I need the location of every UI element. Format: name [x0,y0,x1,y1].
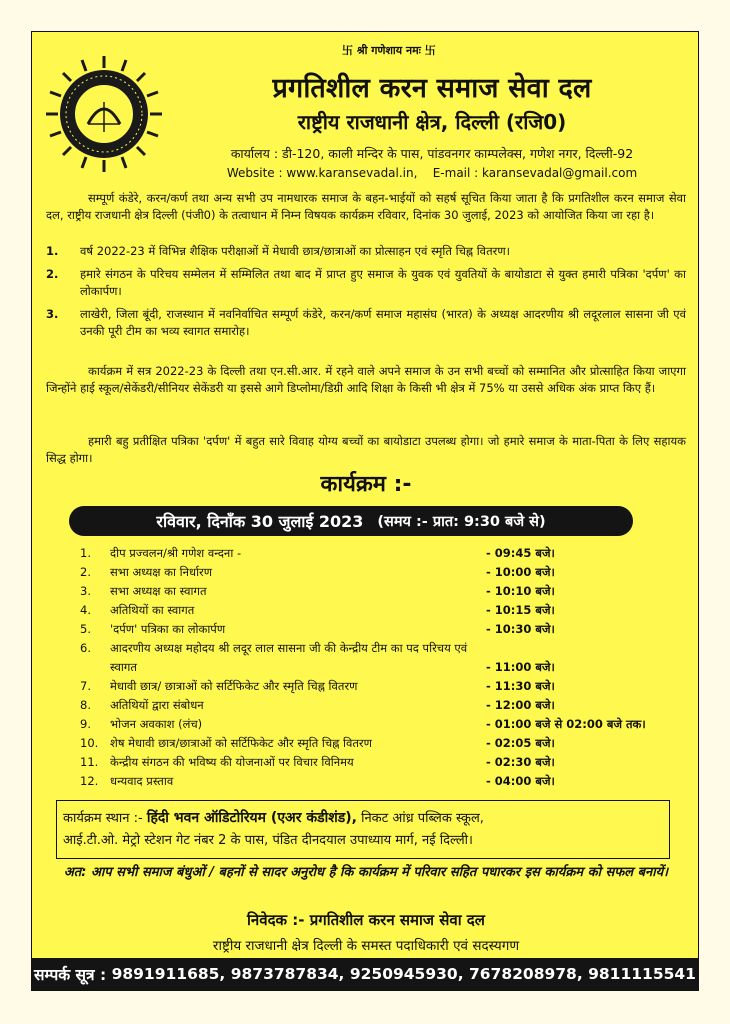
table-row [80,753,680,772]
row-time: - 10:10 बजे। [486,584,555,598]
venue-line1: निकट आंध्र पब्लिक स्कूल, [361,811,484,826]
eligibility-paragraph: कार्यक्रम में सत्र 2022-23 के दिल्ली तथा एन.सी.आर. में रहने वाले अपने समाज के उन सभी बच्चों को सम्मानित और प्रोत्साहित किया जाएगा जिन्होंने हाई स्कूल/सेकेंडरी/सीनियर सेकेंडरी या इससे आगे डिप्लोमा/डिग्री आदि शिक्षा के किसी भी क्षेत्र में 75% या उससे अधिक अंक प्राप्त किए हैं। [46,364,686,395]
row-activity: सभा अध्यक्ष का स्वागत [110,584,207,598]
agenda-text: हमारे संगठन के परिचय सम्मेलन में सम्मिलित तथा बाद में प्राप्त हुए समाज के युवक एवं युवतियों के बायोडाटा से युक्त हमारी पत्रिका 'दर्पण' का लोकार्पण। [80,267,686,298]
row-activity: शेष मेधावी छात्र/छात्राओं को सर्टिफिकेट और स्मृति चिह्न वितरण [110,736,372,750]
row-activity: धन्यवाद प्रस्ताव [110,774,174,788]
date-banner [69,506,633,536]
email-link[interactable]: E-mail : karansevadal@gmail.com [432,166,638,180]
program-heading: कार्यक्रम :- [320,472,412,497]
row-number: 6. [80,641,91,655]
table-row [80,639,680,677]
nivedak-label: निवेदक :- [247,911,305,929]
row-time: - 01:00 बजे से 02:00 बजे तक। [486,717,646,731]
contact-label: सम्पर्क सूत्र : [34,966,107,984]
event-time: (समय :- प्रात: 9:30 बजे से) [377,514,546,530]
table-row [80,563,680,582]
agenda-number: 3. [46,307,59,321]
agenda-text: वर्ष 2022-23 में विभिन्न शैक्षिक परीक्षाओं में मेधावी छात्र/छात्राओं का प्रोत्साहन एवं स्मृति चिह्न वितरण। [80,244,510,258]
nivedak-members: राष्ट्रीय राजधानी क्षेत्र दिल्ली के समस्त पदाधिकारी एवं सदस्यगण [212,938,520,954]
row-activity: 'दर्पण' पत्रिका का लोकार्पण [110,622,226,636]
table-row [80,601,680,620]
nivedak-line [32,910,700,930]
nivedak-org: प्रगतिशील करन समाज सेवा दल [309,911,485,929]
row-time: - 09:45 बजे। [486,546,555,560]
org-subtitle: राष्ट्रीय राजधानी क्षेत्र, दिल्ली (रजि0) [297,110,567,134]
event-date: रविवार, दिनाँक 30 जुलाई 2023 [156,512,364,531]
table-row [80,544,680,563]
table-row [80,715,680,734]
venue-name: हिंदी भवन ऑडिटोरियम (एअर कंडीशंड), [146,810,357,826]
row-number: 9. [80,717,91,731]
agenda-text: लाखेरी, जिला बूंदी, राजस्थान में नवनिर्वाचित सम्पूर्ण कंडेरे, करन/कर्ण समाज महासंघ (भारत) के अध्यक्ष आदरणीय श्री लदूरलाल सासना जी एवं उनकी पूरी टीम का भव्य स्वागत समारोह। [80,307,686,338]
list-item [46,266,686,300]
table-row [80,620,680,639]
row-number: 2. [80,565,91,579]
row-number: 11. [80,755,99,769]
organization-logo-icon [44,54,164,174]
invocation-text: 卐 श्री गणेशाय नमः 卐 [342,44,436,57]
row-activity: अतिथियों द्वारा संबोधन [110,698,204,712]
row-time: - 11:30 बजे। [486,679,555,693]
row-activity: अतिथियों का स्वागत [110,603,195,617]
org-title: प्रगतिशील करन समाज सेवा दल [272,73,592,104]
schedule-table [80,544,680,791]
row-activity: मेधावी छात्र/ छात्राओं को सर्टिफिकेट और स्मृति चिह्न वितरण [110,679,358,693]
row-activity: आदरणीय अध्यक्ष महोदय श्री लदूर लाल सासना जी की केन्द्रीय टीम का पद परिचय एवं स्वागत [110,641,468,674]
venue-line2: आई.टी.ओ. मेट्रो स्टेशन गेट नंबर 2 के पास, पंडित दीनदयाल उपाध्याय मार्ग, नई दिल्ली। [63,833,473,848]
magazine-paragraph: हमारी बहु प्रतीक्षित पत्रिका 'दर्पण' में बहुत सारे विवाह योग्य बच्चों का बायोडाटा उपलब्ध होगा। जो हमारे समाज के माता-पिता के लिए सहायक सिद्ध होगा। [46,434,686,465]
event-poster [31,31,699,991]
row-number: 8. [80,698,91,712]
agenda-number: 2. [46,267,59,281]
row-time: - 10:00 बजे। [486,565,555,579]
list-item [46,306,686,340]
list-item [46,243,686,260]
table-row [80,734,680,753]
row-time: - 10:30 बजे। [486,622,555,636]
venue-label: कार्यक्रम स्थान :- [63,811,143,826]
table-row [80,696,680,715]
table-row [80,677,680,696]
office-address: कार्यालय : डी-120, काली मन्दिर के पास, पांडवनगर काम्पलेक्स, गणेश नगर, दिल्ली-92 [230,146,634,161]
row-number: 12. [80,774,99,788]
contact-web [172,166,692,180]
contact-numbers[interactable]: 9891911685, 9873787834, 9250945930, 7678208978, 9811115541 [111,965,696,983]
row-time: - 02:30 बजे। [486,755,555,769]
contact-bar [31,958,699,990]
row-activity: सभा अध्यक्ष का निर्धारण [110,565,213,579]
row-number: 5. [80,622,91,636]
row-number: 7. [80,679,91,693]
row-time: - 11:00 बजे। [486,660,555,674]
intro-paragraph: सम्पूर्ण कंडेरे, करन/कर्ण तथा अन्य सभी उप नामधारक समाज के बहन-भाईयों को सहर्ष सूचित किया जाता है कि प्रगतिशील करन समाज सेवा दल, राष्ट्रीय राजधानी क्षेत्र दिल्ली (पंजी0) के तत्वाधान में निम्न विषयक कार्यक्रम रविवार, दिनांक 30 जुलाई, 2023 को आयोजित किया जा रहा है। [46,191,686,222]
agenda-list [46,243,686,346]
row-time: - 10:15 बजे। [486,603,555,617]
row-number: 4. [80,603,91,617]
row-activity: भोजन अवकाश (लंच) [110,717,203,731]
row-number: 10. [80,736,99,750]
row-time: - 02:05 बजे। [486,736,555,750]
row-activity: दीप प्रज्वलन/श्री गणेश वन्दना - [110,546,242,560]
website-link[interactable]: Website : www.karansevadal.in, [226,166,418,180]
row-activity: केन्द्रीय संगठन की भविष्य की योजनाओं पर विचार विनिमय [110,755,354,769]
appeal-text: अत: आप सभी समाज बंधुओं / बहनों से सादर अनुरोध है कि कार्यक्रम में परिवार सहित पधारकर इस कार्यक्रम को सफल बनायें। [63,865,669,880]
venue-box [56,800,670,859]
agenda-number: 1. [46,244,59,258]
table-row [80,772,680,791]
row-time: - 12:00 बजे। [486,698,555,712]
row-time: - 04:00 बजे। [486,774,555,788]
table-row [80,582,680,601]
row-number: 3. [80,584,91,598]
row-number: 1. [80,546,91,560]
